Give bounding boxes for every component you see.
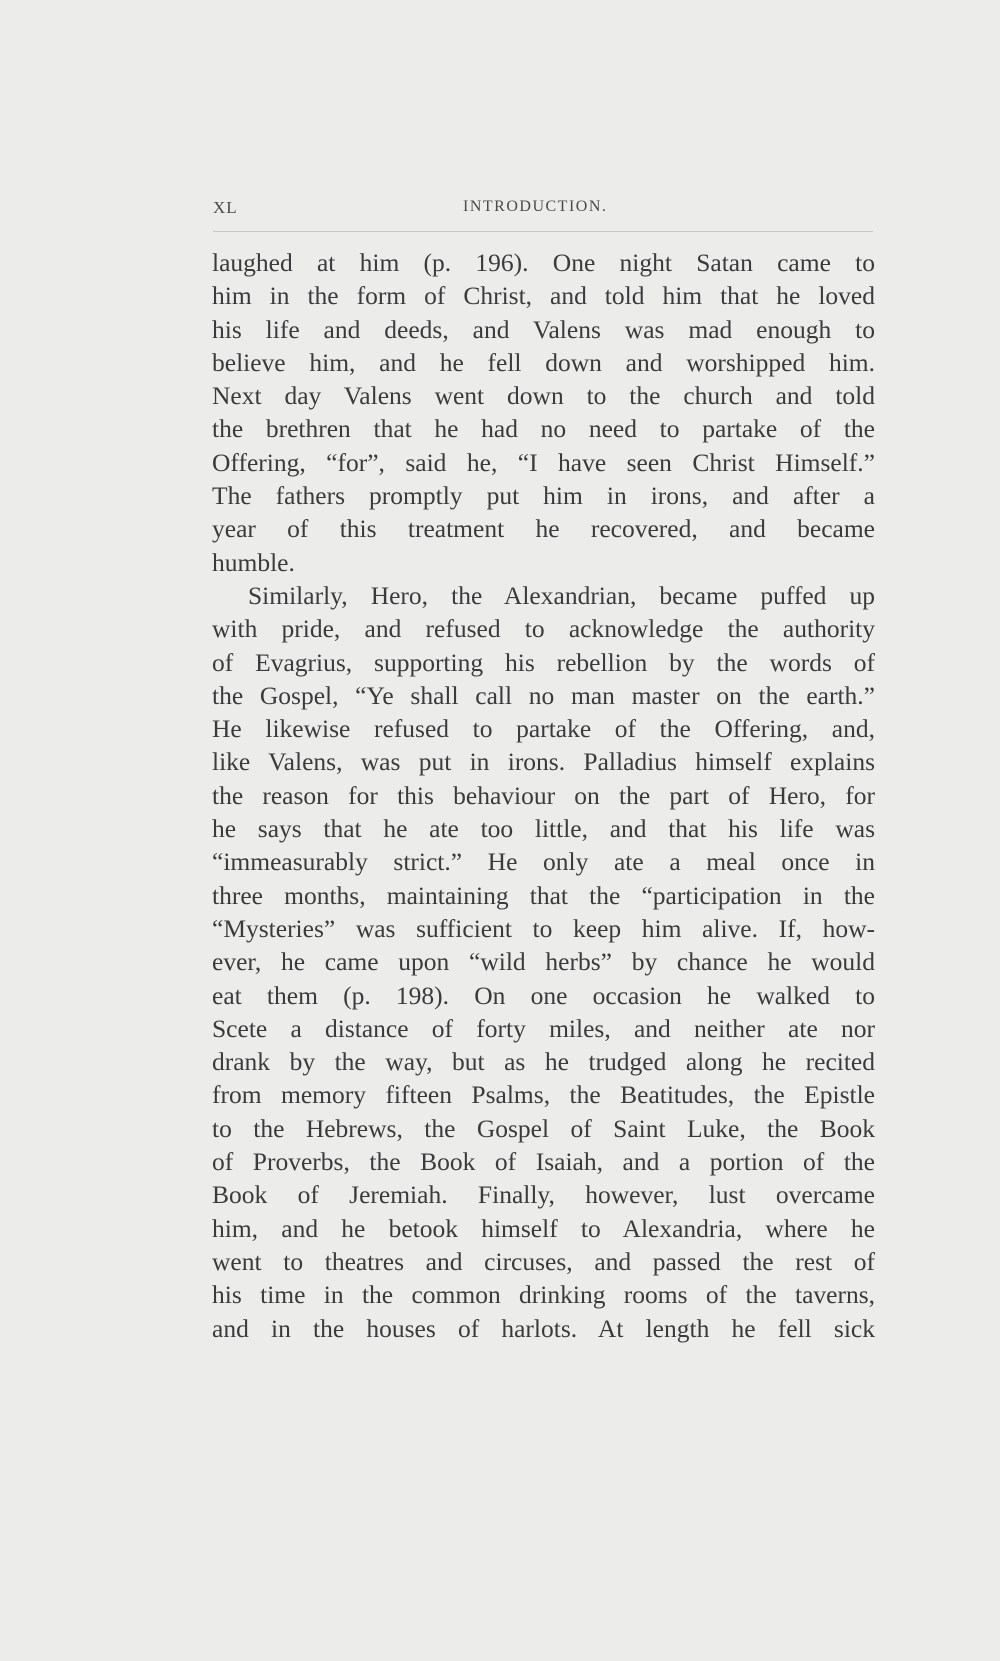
text-line: “immeasurably strict.” He only ate a meal once in (212, 847, 875, 877)
text-line: “Mysteries” was sufficient to keep him alive. If, how- (212, 913, 875, 943)
text-line: like Valens, was put in irons. Palladius himself explains (212, 747, 875, 777)
text-line: He likewise refused to partake of the Offering, and, (212, 714, 875, 744)
text-line: the Gospel, “Ye shall call no man master on the earth.” (212, 680, 875, 710)
text-line: year of this treatment he recovered, and became (212, 514, 875, 544)
text-line: the reason for this behaviour on the part of Hero, for (212, 780, 875, 810)
text-line: Offering, “for”, said he, “I have seen Christ Himself.” (212, 447, 875, 477)
text-line: of Proverbs, the Book of Isaiah, and a portion of the (212, 1147, 875, 1177)
text-line: laughed at him (p. 196). One night Satan came to (212, 248, 875, 277)
text-line: drank by the way, but as he trudged along he recited (212, 1047, 875, 1077)
text-line: to the Hebrews, the Gospel of Saint Luke, the Book (212, 1113, 875, 1143)
text-line: with pride, and refused to acknowledge the authority (212, 614, 875, 644)
text-line: the brethren that he had no need to partake of the (212, 414, 875, 444)
text-line: he says that he ate too little, and that his life was (212, 814, 875, 844)
text-line: and in the houses of harlots. At length he fell sick (212, 1313, 875, 1343)
body-text (212, 246, 875, 1345)
text-line: three months, maintaining that the “participation in the (212, 880, 875, 910)
text-line: his time in the common drinking rooms of the taverns, (212, 1280, 875, 1310)
text-line: him, and he betook himself to Alexandria, where he (212, 1213, 875, 1243)
running-head: INTRODUCTION. (463, 198, 608, 215)
text-line: eat them (p. 198). On one occasion he walked to (212, 980, 875, 1010)
text-line: from memory fifteen Psalms, the Beatitudes, the Epistle (212, 1080, 875, 1110)
text-line: humble. (212, 547, 295, 577)
text-line: ever, he came upon “wild herbs” by chance he would (212, 947, 875, 977)
text-line: Next day Valens went down to the church and told (212, 381, 875, 411)
text-line: him in the form of Christ, and told him that he loved (212, 281, 875, 311)
header-rule (213, 231, 873, 232)
text-line: of Evagrius, supporting his rebellion by the words of (212, 647, 875, 677)
text-line: Scete a distance of forty miles, and neither ate nor (212, 1013, 875, 1043)
page-number: XL (213, 198, 238, 217)
text-line: Similarly, Hero, the Alexandrian, became puffed up (248, 580, 875, 610)
page-header (213, 198, 873, 226)
text-line: Book of Jeremiah. Finally, however, lust overcame (212, 1180, 875, 1210)
text-line: believe him, and he fell down and worshipped him. (212, 347, 875, 377)
text-line: went to theatres and circuses, and passed the rest of (212, 1246, 875, 1276)
text-line: The fathers promptly put him in irons, and after a (212, 481, 875, 511)
text-line: his life and deeds, and Valens was mad enough to (212, 314, 875, 344)
